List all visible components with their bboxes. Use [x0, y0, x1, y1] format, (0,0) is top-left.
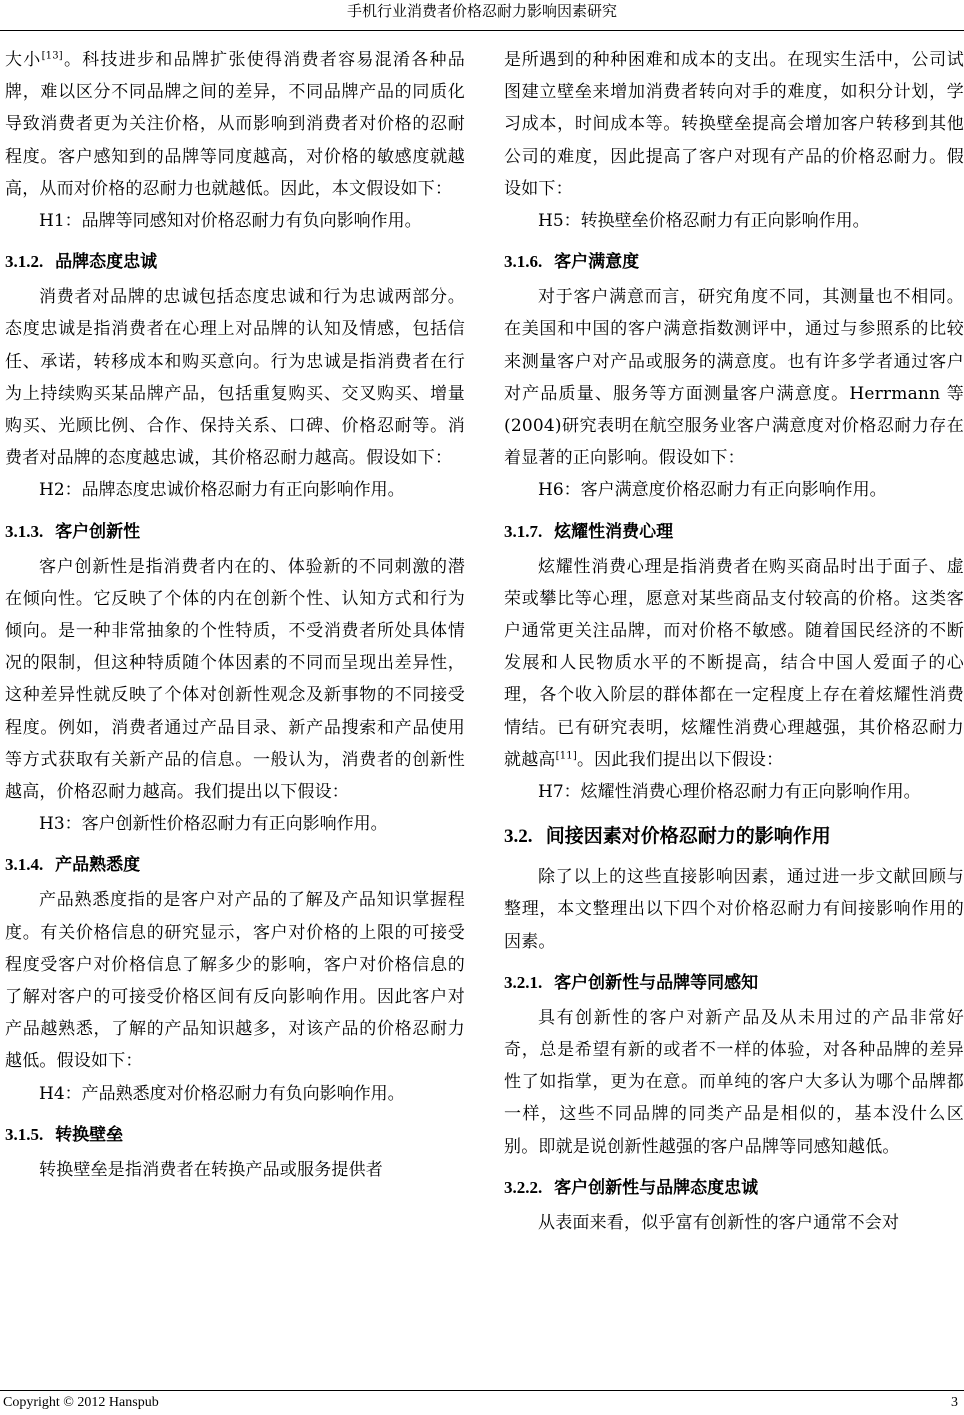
text-fragment: 大小: [5, 50, 42, 70]
paragraph-3-2: 除了以上的这些直接影响因素，通过进一步文献回顾与整理，本文整理出以下四个对价格忍耐力有间接影响作用的因素。: [504, 867, 964, 952]
paragraph-3-2-1: 具有创新性的客户对新产品及从未用过的产品非常好奇，总是希望有新的或者不一样的体验，对各种品牌的差异性了如指掌，更为在意。而单纯的客户大多认为哪个品牌都一样，这些不同品牌的同类产品是相似的，基本没什么区别。即就是说创新性越强的客户品牌等同感知越低。: [504, 1007, 964, 1157]
section-number: 3.1.5.: [5, 1124, 44, 1144]
paragraph-3-1-5-cont: 是所遇到的种种困难和成本的支出。在现实生活中，公司试图建立壁垒来增加消费者转向对手的难度，如积分计划，学习成本，时间成本等。转换壁垒提高会增加客户转移到其他公司的难度，因此提高了客户对现有产品的价格忍耐力。假设如下：: [504, 50, 964, 199]
section-heading-3-1-4: [5, 850, 465, 880]
section-title: 客户创新性与品牌态度忠诚: [554, 1177, 759, 1198]
page-number: 3: [951, 1395, 958, 1410]
section-title: 炫耀性消费心理: [554, 521, 674, 542]
section-title: 间接因素对价格忍耐力的影响作用: [545, 825, 831, 848]
hypothesis-h5: H5：转换壁垒价格忍耐力有正向影响作用。: [538, 211, 870, 232]
section-heading-3-1-2: [5, 247, 465, 277]
text-fragment: 。科技进步和品牌扩张使得消费者容易混淆各种品牌，难以区分不同品牌之间的差异，不同品牌产品的同质化导致消费者更为关注价格，从而影响到消费者对价格的忍耐程度。客户感知到的品牌等同度越高，对价格的敏感度就越高，从而对价格的忍耐力也就越低。因此，本文假设如下：: [5, 50, 465, 199]
section-heading-3-2: [504, 820, 964, 853]
section-heading-3-2-2: [504, 1173, 964, 1203]
right-column: [504, 44, 964, 1239]
section-title: 客户创新性: [55, 521, 141, 542]
section-number: 3.1.6.: [504, 252, 543, 272]
running-header: [0, 0, 964, 31]
text-fragment: 炫耀性消费心理是指消费者在购买商品时出于面子、虚荣或攀比等心理，愿意对某些商品支付较高的价格。这类客户通常更关注品牌，而对价格不敏感。随着国民经济的不断发展和人民物质水平的不断提高，结合中国人爱面子的心理，各个收入阶层的群体都在一定程度上存在着炫耀性消费情结。已有研究表明，炫耀性消费心理越强，其价格忍耐力就越高: [504, 556, 964, 770]
copyright-notice: Copyright © 2012 Hanspub: [3, 1395, 159, 1410]
paragraph-3-1-2: 消费者对品牌的忠诚包括态度忠诚和行为忠诚两部分。态度忠诚是指消费者在心理上对品牌的认知及情感，包括信任、承诺，转移成本和购买意向。行为忠诚是指消费者在行为上持续购买某品牌产品，包括重复购买、交叉购买、增量购买、光顾比例、合作、保持关系、口碑、价格忍耐等。消费者对品牌的态度越忠诚，其价格忍耐力越高。假设如下：: [5, 287, 465, 469]
citation-11: [11]: [555, 750, 577, 762]
text-fragment: 。因此我们提出以下假设：: [576, 749, 784, 770]
section-number: 3.1.3.: [5, 521, 44, 541]
citation-13: [13]: [41, 50, 63, 62]
section-number: 3.1.7.: [504, 521, 543, 541]
hypothesis-h3: H3：客户创新性价格忍耐力有正向影响作用。: [39, 814, 388, 835]
paragraph-3-1-5: 转换壁垒是指消费者在转换产品或服务提供者: [39, 1159, 383, 1180]
paragraph-3-1-6: 对于客户满意而言，研究角度不同，其测量也不相同。在美国和中国的客户满意指数测评中，通过与参照系的比较来测量客户对产品或服务的满意度。也有许多学者通过客户对产品质量、服务等方面测量客户满意度。Herrmann 等(2004)研究表明在航空服务业客户满意度对价格忍耐力存在着显著的正向影响。假设如下：: [504, 287, 964, 469]
section-heading-3-1-7: [504, 517, 964, 547]
section-title: 客户创新性与品牌等同感知: [554, 972, 759, 993]
paragraph-intro: [5, 44, 465, 205]
paragraph-3-1-4: 产品熟悉度指的是客户对产品的了解及产品知识掌握程度。有关价格信息的研究显示，客户对价格的上限的可接受程度受客户对价格信息了解多少的影响，客户对价格信息的了解对客户的可接受价格区间有反向影响作用。因此客户对产品越熟悉，了解的产品知识越多，对该产品的价格忍耐力越低。假设如下：: [5, 890, 465, 1072]
section-title: 客户满意度: [554, 252, 640, 273]
section-heading-3-1-5: [5, 1120, 465, 1150]
section-heading-3-2-1: [504, 968, 964, 998]
paragraph-3-2-2: 从表面来看，似乎富有创新性的客户通常不会对: [538, 1212, 900, 1233]
section-title: 转换壁垒: [55, 1124, 124, 1145]
header-title: 手机行业消费者价格忍耐力影响因素研究: [346, 2, 617, 20]
paragraph-3-1-7: [504, 551, 964, 776]
section-number: 3.1.2.: [5, 252, 44, 272]
section-heading-3-1-6: [504, 247, 964, 277]
section-heading-3-1-3: [5, 517, 465, 547]
paragraph-3-1-3: 客户创新性是指消费者内在的、体验新的不同刺激的潜在倾向性。它反映了个体的内在创新个性、认知方式和行为倾向。是一种非常抽象的个性特质，不受消费者所处具体情况的限制，但这种特质随个体因素的不同而呈现出差异性，这种差异性就反映了个体对创新性观念及新事物的不同接受程度。例如，消费者通过产品目录、新产品搜索和产品使用等方式获取有关新产品的信息。一般认为，消费者的创新性越高，价格忍耐力越高。我们提出以下假设：: [5, 556, 465, 803]
hypothesis-h7: H7：炫耀性消费心理价格忍耐力有正向影响作用。: [538, 782, 921, 803]
section-title: 产品熟悉度: [55, 855, 141, 876]
hypothesis-h6: H6：客户满意度价格忍耐力有正向影响作用。: [538, 480, 887, 501]
section-number: 3.2.2.: [504, 1177, 543, 1197]
section-number: 3.2.: [504, 826, 533, 848]
hypothesis-h2: H2：品牌态度忠诚价格忍耐力有正向影响作用。: [39, 480, 405, 501]
section-number: 3.1.4.: [5, 855, 44, 875]
section-number: 3.2.1.: [504, 972, 543, 992]
page-footer: [0, 1390, 964, 1415]
section-title: 品牌态度忠诚: [55, 252, 158, 273]
hypothesis-h4: H4：产品熟悉度对价格忍耐力有负向影响作用。: [39, 1083, 405, 1104]
hypothesis-h1: H1：品牌等同感知对价格忍耐力有负向影响作用。: [39, 211, 422, 232]
left-column: [5, 44, 465, 1186]
